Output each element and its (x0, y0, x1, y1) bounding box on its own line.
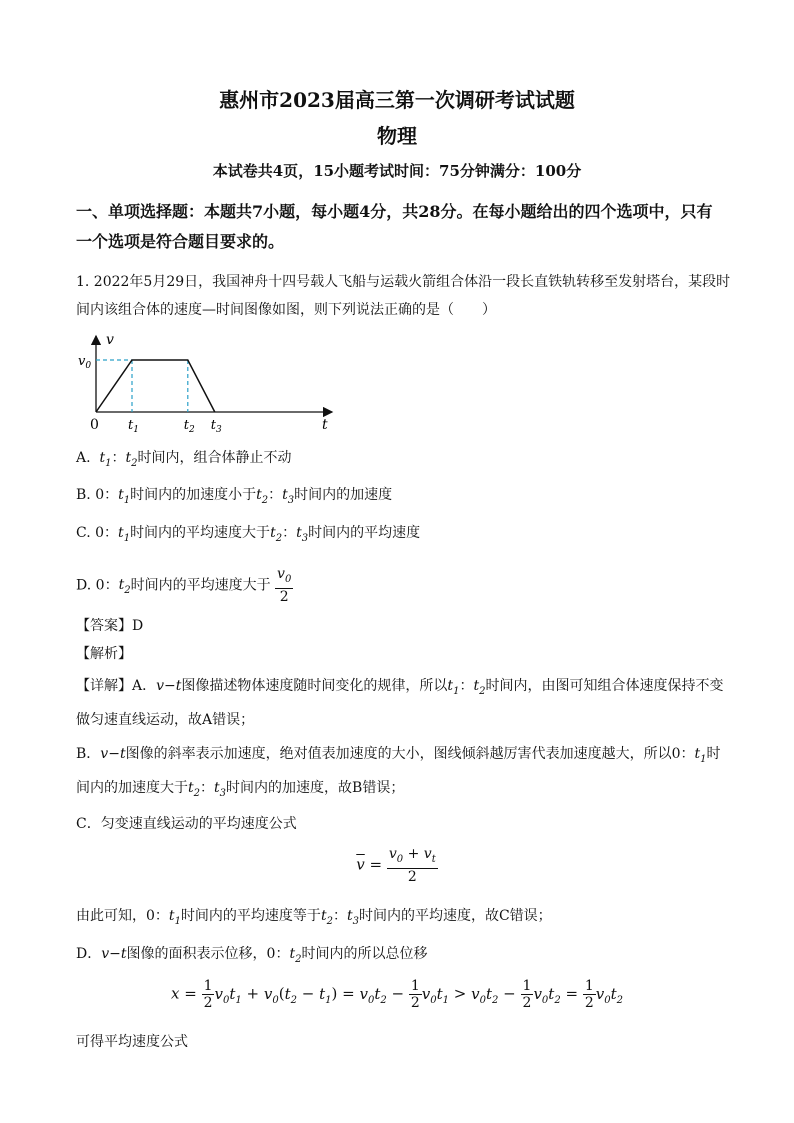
answer-value: D (132, 618, 144, 634)
explanation-a: 【详解】A．v−t图像描述物体速度随时间变化的规律，所以$t_1$：$t_2$时间内，由图可知组合体速度保持不变 做匀速直线运动，故A错误； (76, 678, 724, 728)
option-b-sep: ： (104, 487, 119, 503)
velocity-time-chart (76, 326, 346, 436)
y-tick-v0: $v_0$ (78, 354, 92, 371)
option-d-zero: 0 (95, 577, 105, 594)
formula-displacement: x = $\frac{1}{2}$ $v_0t_1 + v_0(t_2 - t_1) = v_0t_2$ − $\frac{1}{2}$ $v_0t_1 > v_0t_2$ − $\frac{1}{2}$ $v_0t_2$ = $\frac{1}{2}$ $v_0t_2$ (170, 978, 623, 1011)
question-line2: 间内该组合体的速度—时间图像如图，则下列说法正确的是（ ） (76, 302, 496, 318)
explanation-d: D．v−t图像的面积表示位移，0：$t_2$时间内的所以总位移 (76, 946, 428, 965)
series-line (96, 360, 215, 412)
option-a-text: 时间内，组合体静止不动 (137, 450, 292, 466)
origin-label: 0 (90, 417, 99, 433)
dashed-guides (96, 360, 188, 412)
option-c-label: C. (76, 525, 91, 541)
section-heading-line1: 一、单项选择题：本题共7小题，每小题4分，共28分。在每小题给出的四个选项中，只有 (76, 202, 713, 221)
section-heading-line2: 一个选项是符合题目要求的。 (76, 232, 285, 251)
option-d-sep: ： (104, 577, 119, 594)
subject-title: 物理 (377, 124, 417, 148)
option-d-label: D. (76, 577, 92, 594)
answer-line (76, 612, 736, 640)
y-axis-label: v (106, 332, 114, 348)
explanation-b: B．v−t图像的斜率表示加速度，绝对值表加速度的大小，图线倾斜越厉害代表加速度越大，所以0：$t_1$时 间内的加速度大于$t_2$：$t_3$时间内的加速度，故B错误； (76, 746, 721, 799)
page-title: 惠州市2023届高三第一次调研考试试题 (219, 88, 575, 112)
tick-labels (78, 354, 222, 435)
option-c: C. 0：$t_1$时间内的平均速度大于$t_2$：$t_3$时间内的平均速度 (76, 525, 421, 544)
option-c-mid: 时间内的平均速度大于 (130, 525, 271, 541)
option-a: A. $t_1$：$t_2$时间内，组合体静止不动 (76, 450, 292, 469)
option-d-fraction: $\frac{v_0}{2}$ (277, 566, 292, 605)
option-b-mid: 时间内的加速度小于 (130, 487, 257, 503)
answer-label: 【答案】 (76, 618, 132, 634)
exam-info: 本试卷共4页，15小题考试时间：75分钟满分：100分 (212, 162, 582, 180)
option-c-zero: 0 (95, 525, 105, 541)
option-d: D. 0：$t_2$时间内的平均速度大于 $\frac{v_0}{2}$ (76, 566, 292, 605)
option-d-mid: 时间内的平均速度大于 (130, 577, 271, 594)
option-b-zero: 0 (95, 487, 105, 503)
option-a-sep: ： (111, 450, 126, 466)
explanation-c: C．匀变速直线运动的平均速度公式 (76, 816, 297, 832)
explanation-c2: 由此可知，0：$t_1$时间内的平均速度等于$t_2$：$t_3$时间内的平均速度，故C错误； (76, 908, 552, 927)
question-1 (76, 268, 736, 324)
option-b-end: 时间内的加速度 (294, 487, 393, 503)
x-tick-t2: $t_2$ (183, 418, 195, 435)
section-heading (76, 197, 736, 257)
x-axis-label: t (322, 417, 328, 433)
x-tick-t3: $t_3$ (210, 418, 222, 435)
x-tick-t1: $t_1$ (128, 418, 139, 435)
option-c-end: 时间内的平均速度 (308, 525, 421, 541)
option-a-label: A. (76, 450, 91, 466)
option-c-sep: ： (104, 525, 119, 541)
analysis-heading: 【解析】 (76, 646, 132, 662)
option-b: B. 0：$t_1$时间内的加速度小于$t_2$：$t_3$时间内的加速度 (76, 487, 393, 506)
explanation-d2: 可得平均速度公式 (76, 1034, 188, 1050)
formula-average-velocity: $\overline{v}$ = $\frac{v_0 + v_t}{2}$ (356, 846, 436, 885)
option-b-label: B. (76, 487, 91, 503)
question-line1: 1. 2022年5月29日，我国神舟十四号载人飞船与运载火箭组合体沿一段长直铁轨转移至发射塔台，某段时 (76, 274, 731, 290)
